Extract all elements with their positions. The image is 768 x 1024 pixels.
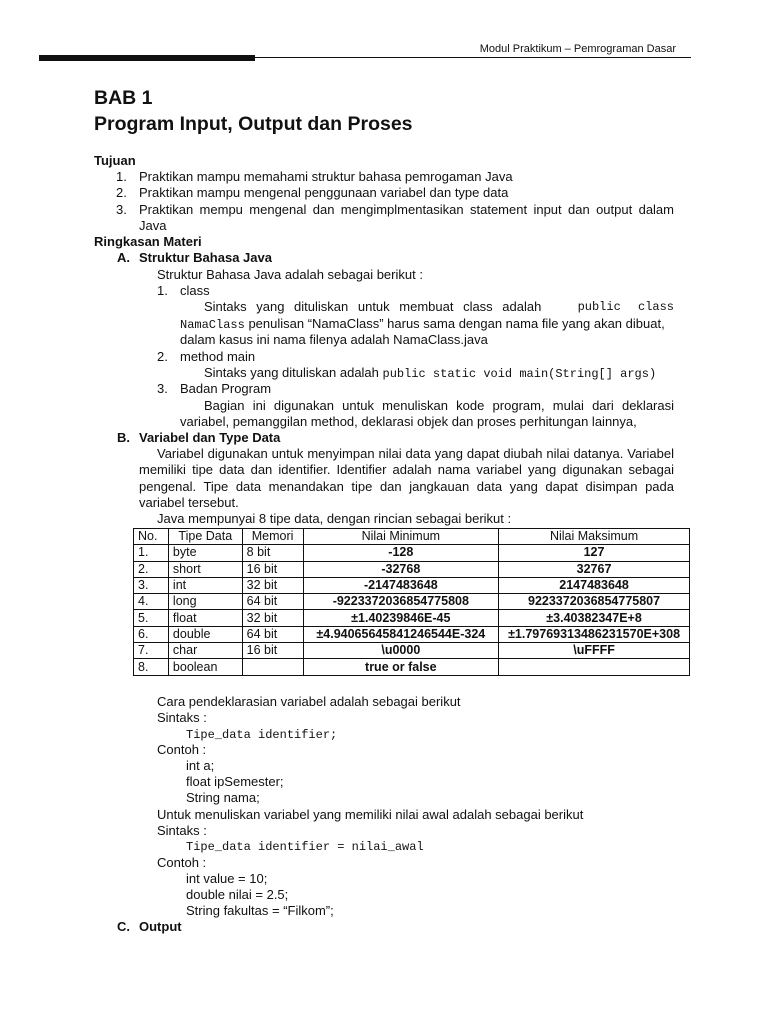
tujuan-item-1: Praktikan mampu memahami struktur bahasa pemrogaman Java (139, 169, 513, 184)
b-decl-intro: Cara pendeklarasian variabel adalah sebagai berikut (157, 694, 461, 709)
table-cell: 32767 (499, 561, 690, 577)
table-header-cell: Tipe Data (168, 529, 242, 545)
table-cell: \u0000 (303, 643, 499, 659)
tujuan-item-3: Praktikan mempu mengenal dan mengimplmentasikan statement input dan output dalam (139, 202, 674, 217)
a-item2-num: 2. (157, 349, 168, 364)
table-cell: 3. (134, 577, 169, 593)
table-cell: 5. (134, 610, 169, 626)
table-cell: int (168, 577, 242, 593)
table-cell: ±3.40382347E+8 (499, 610, 690, 626)
a-item2-code: public static void main(String[] args) (382, 367, 657, 381)
table-cell: 2147483648 (499, 577, 690, 593)
a-item1-line1-text: Sintaks yang dituliskan untuk membuat class adalah (204, 299, 542, 314)
b-para-line1: Variabel digunakan untuk menyimpan nilai data yang dapat diubah nilai datanya. Variabel (157, 446, 674, 461)
a-item3-line2: variabel, pemanggilan method, deklarasi objek dan proses perhitungan lainnya, (180, 414, 637, 429)
table-header-row (134, 529, 690, 545)
table-cell (242, 659, 303, 675)
b-contoh-line: String nama; (186, 790, 260, 805)
table-cell: 7. (134, 643, 169, 659)
table-cell: \uFFFF (499, 643, 690, 659)
a-item1-num: 1. (157, 283, 168, 298)
section-b-letter: B. (117, 430, 130, 445)
section-a-letter: A. (117, 250, 130, 265)
table-cell: 64 bit (242, 594, 303, 610)
table-header-cell: Nilai Minimum (303, 529, 499, 545)
table-header-cell: No. (134, 529, 169, 545)
b-contoh2-line: double nilai = 2.5; (186, 887, 289, 902)
b-table-intro: Java mempunyai 8 tipe data, dengan rincian sebagai berikut : (157, 511, 512, 526)
tujuan-item-3-cont: Java (139, 218, 167, 233)
table-cell: -32768 (303, 561, 499, 577)
a-item2-label: method main (180, 349, 256, 364)
a-item3-line1: Bagian ini digunakan untuk menuliskan kode program, mulai dari deklarasi (204, 398, 674, 413)
table-cell: float (168, 610, 242, 626)
tujuan-item-2: Praktikan mampu mengenal penggunaan variabel dan type data (139, 185, 509, 200)
table-cell: 4. (134, 594, 169, 610)
section-a-intro: Struktur Bahasa Java adalah sebagai berikut : (157, 267, 423, 282)
table-row (134, 577, 690, 593)
table-row (134, 626, 690, 642)
b-contoh-line: int a; (186, 758, 215, 773)
a-item1-line1 (204, 299, 674, 315)
table-cell: 32 bit (242, 577, 303, 593)
table-row (134, 545, 690, 561)
table-cell: 9223372036854775807 (499, 594, 690, 610)
b-init-intro: Untuk menuliskan variabel yang memiliki nilai awal adalah sebagai berikut (157, 807, 584, 822)
table-cell: -9223372036854775808 (303, 594, 499, 610)
table-cell: short (168, 561, 242, 577)
table-cell: long (168, 594, 242, 610)
table-cell: char (168, 643, 242, 659)
tujuan-heading: Tujuan (94, 153, 136, 168)
section-c-letter: C. (117, 919, 130, 934)
chapter-title: Program Input, Output dan Proses (94, 113, 413, 135)
table-cell: 2. (134, 561, 169, 577)
section-c-title: Output (139, 919, 182, 934)
b-contoh2-line: int value = 10; (186, 871, 268, 886)
header-rule-thick (39, 55, 255, 61)
tujuan-num-2: 2. (116, 185, 127, 200)
a-item1-line2-text: penulisan “NamaClass” harus sama dengan nama file yang akan dibuat, (248, 316, 665, 331)
table-cell: byte (168, 545, 242, 561)
b-contoh-line: float ipSemester; (186, 774, 284, 789)
b-contoh2-label: Contoh : (157, 855, 207, 870)
section-b-title: Variabel dan Type Data (139, 430, 281, 445)
header-rule-thin (255, 57, 691, 58)
chapter-label: BAB 1 (94, 87, 153, 109)
table-cell: ±1.40239846E-45 (303, 610, 499, 626)
ringkasan-heading: Ringkasan Materi (94, 234, 202, 249)
table-row (134, 643, 690, 659)
table-row (134, 659, 690, 675)
table-cell (499, 659, 690, 675)
b-sintaks2-code: Tipe_data identifier = nilai_awal (186, 840, 424, 854)
a-item3-label: Badan Program (180, 381, 272, 396)
table-cell: 64 bit (242, 626, 303, 642)
a-item1-line1-code: public class (577, 300, 674, 314)
table-cell: 6. (134, 626, 169, 642)
section-a-title: Struktur Bahasa Java (139, 250, 272, 265)
table-cell: true or false (303, 659, 499, 675)
b-para-line4: variabel tersebut. (139, 495, 239, 510)
table-row (134, 561, 690, 577)
b-contoh-label: Contoh : (157, 742, 207, 757)
table-row (134, 594, 690, 610)
b-sintaks-label: Sintaks : (157, 710, 207, 725)
table-cell: 1. (134, 545, 169, 561)
table-cell: -2147483648 (303, 577, 499, 593)
running-header: Modul Praktikum – Pemrograman Dasar (479, 43, 676, 55)
table-header-cell: Nilai Maksimum (499, 529, 690, 545)
a-item1-line2-code: NamaClass (180, 318, 245, 332)
a-item1-label: class (180, 283, 210, 298)
table-header-cell: Memori (242, 529, 303, 545)
table-cell: 16 bit (242, 643, 303, 659)
table-row (134, 610, 690, 626)
table-cell: ±4.94065645841246544E-324 (303, 626, 499, 642)
data-type-table (133, 528, 690, 676)
tujuan-num-1: 1. (116, 169, 127, 184)
table-cell: 8. (134, 659, 169, 675)
table-cell: 16 bit (242, 561, 303, 577)
b-contoh2-line: String fakultas = “Filkom”; (186, 903, 334, 918)
table-cell: 32 bit (242, 610, 303, 626)
b-para-line3: pengenal. Tipe data menandakan tipe dan jangkauan data yang dapat disimpan pada (139, 479, 674, 494)
a-item2-line (204, 365, 656, 382)
table-cell: 127 (499, 545, 690, 561)
table-cell: ±1.79769313486231570E+308 (499, 626, 690, 642)
a-item3-num: 3. (157, 381, 168, 396)
a-item2-text: Sintaks yang dituliskan adalah (204, 365, 379, 380)
table-cell: -128 (303, 545, 499, 561)
b-sintaks-code: Tipe_data identifier; (186, 728, 338, 742)
table-cell: 8 bit (242, 545, 303, 561)
a-item1-line3: dalam kasus ini nama filenya adalah NamaClass.java (180, 332, 488, 347)
table-cell: double (168, 626, 242, 642)
table-cell: boolean (168, 659, 242, 675)
a-item1-line2 (180, 316, 665, 333)
tujuan-num-3: 3. (116, 202, 127, 217)
b-sintaks2-label: Sintaks : (157, 823, 207, 838)
b-para-line2: memiliki tipe data dan identifier. Identifier adalah nama variabel yang digunakan sebagai (139, 462, 674, 477)
